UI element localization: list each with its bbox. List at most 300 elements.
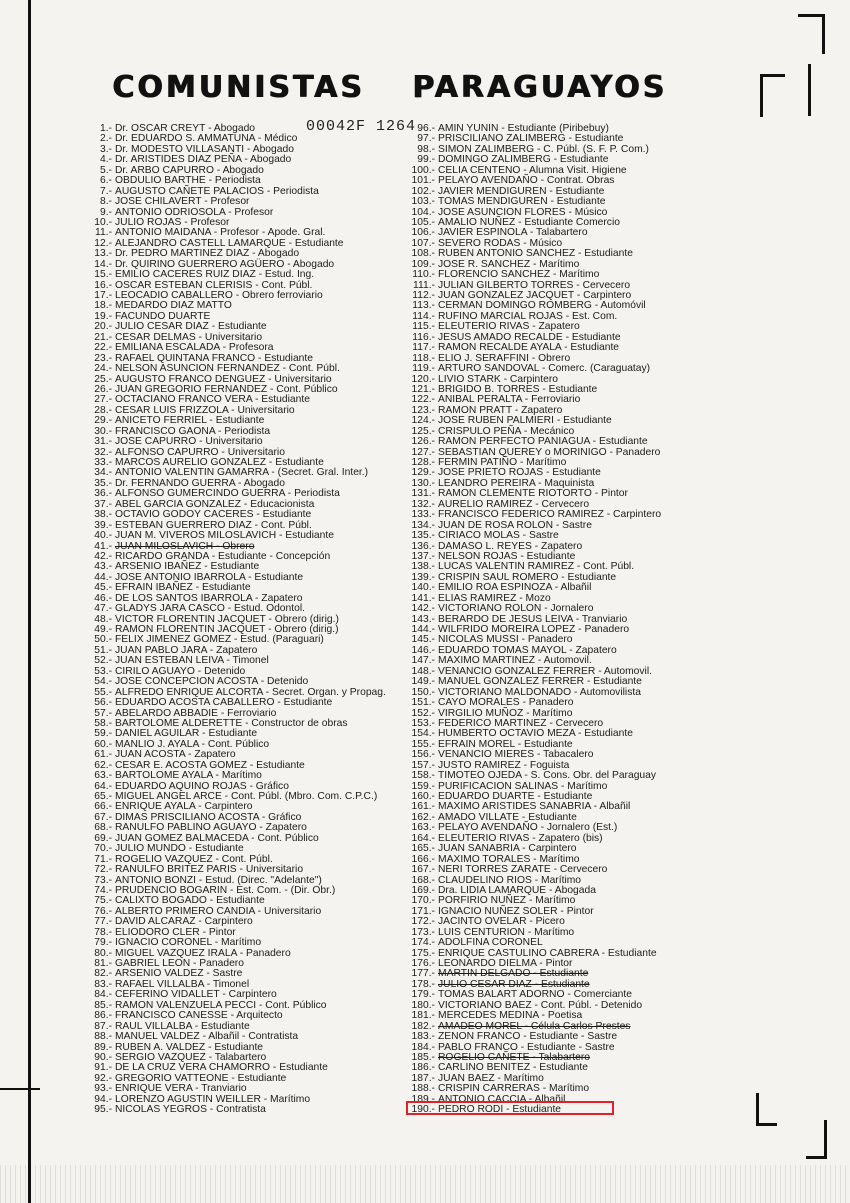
entry-text: AURELIO RAMIREZ - Cervecero (438, 498, 590, 510)
entry-text: ABELARDO ABBADIE - Ferroviario (115, 707, 277, 719)
entry-text: PRUDENCIO BOGARIN - Est. Com. - (Dir. Obr.) (115, 884, 336, 896)
entry-text: JUAN ACOSTA - Zapatero (115, 749, 236, 761)
entry-number: 71.- (94, 853, 112, 865)
entry-number: 99.- (417, 154, 435, 166)
entry-number: 102.- (411, 185, 435, 197)
entry-number: 1.- (99, 123, 112, 134)
entry-number: 123.- (411, 404, 435, 416)
entry-number: 44.- (94, 571, 112, 583)
entry-number: 162.- (411, 811, 435, 823)
registration-mark (806, 1120, 827, 1159)
entry-number: 35.- (94, 477, 112, 489)
entry-number: 129.- (411, 467, 435, 479)
entry-text: RAFAEL VILLALBA - Timonel (115, 978, 250, 990)
entry-number: 86.- (94, 1010, 112, 1022)
entry-number: 120.- (411, 373, 435, 385)
entry-text: RUBEN A. VALDEZ - Estudiante (115, 1041, 264, 1053)
entry-number: 88.- (94, 1031, 112, 1043)
entry-text: ESTEBAN GUERRERO DIAZ - Cont. Públ. (115, 519, 312, 531)
entry-text: CARLINO BENITEZ - Estudiante (438, 1062, 588, 1074)
entry-text: PEDRO RODI - Estudiante (438, 1104, 562, 1116)
entry-text: BARTOLOME ALDERETTE - Constructor de obras (115, 717, 348, 729)
entry-number: 167.- (411, 864, 435, 876)
entry-text: EDUARDO DUARTE - Estudiante (438, 791, 593, 802)
entry-text: MIGUEL VAZQUEZ IRALA - Panadero (115, 947, 291, 959)
entry-text: ARSENIO VALDEZ - Sastre (115, 968, 243, 980)
entry-text: PRISCILIANO ZALIMBERG - Estudiante (438, 133, 624, 145)
entry-text: PABLO FRANCO - Estudiante - Sastre (438, 1041, 615, 1053)
entry-number: 58.- (94, 717, 112, 729)
entry-number: 146.- (411, 644, 435, 656)
scan-bottom-noise (0, 1165, 850, 1203)
entry-text: RAMON PRATT - Zapatero (438, 404, 563, 416)
entry-text: OSCAR ESTEBAN CLERISIS - Cont. Públ. (115, 279, 313, 291)
entry-text: PELAYO AVENDAÑO - Contrat. Obras (438, 175, 615, 187)
entry-text: TIMOTEO OJEDA - S. Cons. Obr. del Paraguay (438, 770, 657, 782)
entry-text: ENRIQUE CASTULINO CABRERA - Estudiante (438, 947, 657, 959)
entry-number: 97.- (417, 133, 435, 145)
entry-number: 157.- (411, 759, 435, 771)
entry-text: CERMAN DOMINGO ROMBERG - Automóvil (438, 300, 646, 312)
entry-text: JULIO MUNDO - Estudiante (115, 843, 244, 855)
entry-number: 95.- (94, 1104, 112, 1116)
entry-text: GLADYS JARA CASCO - Estud. Odontol. (115, 603, 305, 615)
entry-number: 144.- (411, 624, 435, 635)
entry-text: NICOLAS YEGROS - Contratista (115, 1104, 266, 1116)
entry-text: DE LA CRUZ VERA CHAMORRO - Estudiante (115, 1062, 328, 1074)
entry-number: 137.- (411, 550, 435, 562)
entry-text: BRIGIDO B. TORRES - Estudiante (438, 383, 598, 395)
entry-number: 126.- (411, 436, 435, 448)
entry-number: 26.- (94, 383, 112, 395)
entry-number: 169.- (411, 884, 435, 896)
entry-number: 4.- (99, 154, 112, 166)
entry-number: 135.- (411, 530, 435, 542)
entry-number: 89.- (94, 1041, 112, 1053)
entry-number: 39.- (94, 519, 112, 531)
registration-mark (808, 64, 811, 116)
entry-number: 77.- (94, 916, 112, 928)
entry-text: FRANCISCO CANESSE - Arquitecto (115, 1010, 283, 1022)
entry-text: CLAUDELINO RIOS - Marítimo (438, 874, 582, 886)
entry-number: 106.- (411, 227, 435, 239)
entry-number: 111.- (413, 279, 435, 291)
entry-text: JOSE CHILAVERT - Profesor (115, 196, 250, 208)
entry-number: 128.- (411, 457, 435, 468)
entry-text: JESUS AMADO RECALDE - Estudiante (438, 331, 621, 343)
entry-text: EDUARDO ACOSTA CABALLERO - Estudiante (115, 697, 333, 709)
entry-number: 158.- (411, 770, 435, 782)
entry-text: MAXIMO TORALES - Marítimo (438, 853, 580, 865)
entry-text: OBDULIO BARTHE - Periodista (115, 175, 261, 187)
entry-text: JOSE ASUNCION FLORES - Músico (438, 206, 608, 218)
entry-number: 87.- (94, 1020, 112, 1032)
entry-number: 174.- (411, 937, 435, 949)
entry-text: JOSE CONCEPCION ACOSTA - Detenido (115, 676, 309, 688)
entry-text: RANULFO BRITEZ PARIS - Universitario (115, 864, 304, 876)
entry-number: 156.- (411, 749, 435, 761)
entry-number: 65.- (94, 791, 112, 802)
entry-number: 91.- (94, 1062, 112, 1074)
list-item (86, 1105, 416, 1115)
entry-text: LEANDRO PEREIRA - Maquinista (438, 477, 595, 489)
entry-text: FLORENCIO SANCHEZ - Marítimo (438, 269, 600, 281)
entry-text: CESAR E. ACOSTA GOMEZ - Estudiante (115, 759, 305, 771)
entry-text: EMILIO ROA ESPINOZA - Albañil (438, 582, 592, 594)
entry-text: ADOLFINA CORONEL (438, 937, 543, 949)
entry-text: BERARDO DE JESUS LEIVA - Tranviario (438, 613, 628, 625)
entry-number: 138.- (411, 561, 435, 573)
entry-number: 70.- (94, 843, 112, 855)
entry-text: RICARDO GRANDA - Estudiante - Concepción (115, 550, 331, 562)
entry-number: 140.- (411, 582, 435, 594)
document-title: COMUNISTAS PARAGUAYOS (112, 70, 667, 105)
entry-text: LEOCADIO CABALLERO - Obrero ferroviario (115, 290, 323, 301)
entry-text: MAXIMO MARTINEZ - Automovil. (438, 655, 592, 667)
entry-text: VICTORIANO ROLON - Jornalero (438, 603, 594, 615)
entry-number: 76.- (94, 905, 112, 917)
entry-text: JOSE ANTONIO IBARROLA - Estudiante (115, 571, 304, 583)
entry-text: PORFIRIO NUÑEZ - Marítimo (438, 895, 576, 907)
entry-number: 68.- (94, 822, 112, 834)
entry-number: 80.- (94, 947, 112, 959)
entry-text: JUAN M. VIVEROS MILOSLAVICH - Estudiante (115, 530, 334, 542)
entry-text: LUCAS VALENTIN RAMIREZ - Cont. Públ. (438, 561, 635, 573)
entry-number: 110.- (412, 269, 435, 281)
entry-text: SEBASTIAN QUEREY o MORINIGO - Panadero (438, 446, 661, 458)
entry-number: 115.- (412, 321, 435, 333)
entry-text: VICTORIANO BAEZ - Cont. Públ. - Detenido (438, 999, 643, 1011)
entry-text: ANIBAL PERALTA - Ferroviario (438, 394, 581, 406)
entry-number: 177.- (411, 968, 435, 980)
entry-text: NICOLAS MUSSI - Panadero (438, 634, 573, 646)
entry-number: 56.- (94, 697, 112, 709)
registration-mark (760, 74, 785, 117)
entry-text: PELAYO AVENDAÑO - Jornalero (Est.) (438, 822, 618, 834)
entry-text: ENRIQUE VERA - Tranviario (115, 1083, 247, 1095)
entry-number: 16.- (94, 279, 112, 291)
entry-number: 160.- (411, 791, 435, 802)
registration-mark (756, 1093, 777, 1126)
entry-text: Dr. ARBO CAPURRO - Abogado (115, 164, 264, 176)
entry-number: 69.- (94, 832, 112, 844)
entry-number: 49.- (94, 624, 112, 635)
entry-text: RAMON VALENZUELA PECCI - Cont. Público (115, 999, 327, 1011)
entry-number: 104.- (411, 206, 435, 218)
entry-number: 41.- (94, 540, 112, 552)
entry-text: AUGUSTO FRANCO DENGUEZ - Universitario (115, 373, 332, 385)
entry-text: JAVIER ESPINOLA - Talabartero (438, 227, 588, 239)
entry-number: 101.- (411, 175, 435, 187)
entry-text: CRISPIN SAUL ROMERO - Estudiante (438, 571, 617, 583)
entry-text: CRISPIN CARRERAS - Marítimo (438, 1083, 590, 1095)
entry-text: ELIO J. SERAFFINI - Obrero (438, 352, 571, 364)
entry-number: 83.- (94, 978, 112, 990)
entry-text: ALFONSO CAPURRO - Universitario (115, 446, 285, 458)
entry-text: ARTURO SANDOVAL - Comerc. (Caraguatay) (438, 363, 651, 375)
entry-number: 9.- (99, 206, 112, 218)
entry-text: RUFINO MARCIAL ROJAS - Est. Com. (438, 310, 618, 322)
entry-number: 96.- (417, 123, 435, 134)
entry-number: 184.- (411, 1041, 435, 1053)
entry-text: JUAN MILOSLAVICH - Obrero (115, 540, 255, 552)
entry-text: CESAR DELMAS - Universitario (115, 331, 263, 343)
entry-number: 37.- (94, 498, 112, 510)
entry-number: 43.- (94, 561, 112, 573)
entry-text: WILFRIDO MOREIRA LOPEZ - Panadero (438, 624, 630, 635)
entry-text: PURIFICACION SALINAS - Marítimo (438, 780, 608, 792)
entry-number: 148.- (411, 665, 435, 677)
entry-text: DOMINGO ZALIMBERG - Estudiante (438, 154, 609, 166)
entry-text: SERGIO VAZQUEZ - Talabartero (115, 1051, 267, 1063)
entry-number: 100.- (411, 164, 435, 176)
entry-text: CEFERINO VIDALLET - Carpintero (115, 989, 277, 1001)
entry-number: 21.- (94, 331, 112, 343)
right-name-list (410, 124, 710, 1116)
entry-number: 84.- (94, 989, 112, 1001)
entry-text: ANTONIO ODRIOSOLA - Profesor (115, 206, 274, 218)
entry-text: CALIXTO BOGADO - Estudiante (115, 895, 265, 907)
entry-number: 3.- (99, 143, 112, 155)
entry-text: ROGELIO VAZQUEZ - Cont. Públ. (115, 853, 273, 865)
entry-number: 139.- (411, 571, 435, 583)
entry-text: MARTIN DELGADO - Estudiante (438, 968, 589, 980)
entry-text: FACUNDO DUARTE (115, 310, 211, 322)
entry-text: EFRAIN IBAÑEZ - Estudiante (115, 582, 251, 594)
entry-number: 175.- (411, 947, 435, 959)
entry-number: 163.- (411, 822, 435, 834)
entry-text: TOMAS MENDIGUREN - Estudiante (438, 196, 606, 208)
entry-text: JULIAN GILBERTO TORRES - Cervecero (438, 279, 631, 291)
left-name-list (86, 124, 416, 1116)
entry-number: 165.- (411, 843, 435, 855)
entry-number: 53.- (94, 665, 112, 677)
entry-number: 31.- (94, 436, 112, 448)
entry-text: ANTONIO MAIDANA - Profesor - Apode. Gral. (115, 227, 326, 239)
entry-text: MEDARDO DIAZ MATTO (115, 300, 232, 312)
entry-text: JULIO CESAR DIAZ - Estudiante (115, 321, 267, 333)
entry-text: RUBEN ANTONIO SANCHEZ - Estudiante (438, 248, 633, 260)
entry-text: LUIS CENTURION - Marítimo (438, 926, 575, 938)
entry-text: JUAN PABLO JARA - Zapatero (115, 644, 258, 656)
entry-number: 32.- (94, 446, 112, 458)
entry-number: 136.- (411, 540, 435, 552)
entry-number: 61.- (94, 749, 112, 761)
entry-number: 78.- (94, 926, 112, 938)
entry-text: Dr. OSCAR CREYT - Abogado (115, 123, 256, 134)
entry-number: 168.- (411, 874, 435, 886)
entry-number: 15.- (94, 269, 112, 281)
entry-number: 92.- (94, 1072, 112, 1084)
entry-text: ALFONSO GUMERCINDO GUERRA - Periodista (115, 488, 340, 500)
entry-number: 48.- (94, 613, 112, 625)
entry-number: 12.- (94, 237, 112, 249)
entry-number: 166.- (411, 853, 435, 865)
entry-number: 161.- (411, 801, 435, 813)
entry-text: HUMBERTO OCTAVIO MEZA - Estudiante (438, 728, 633, 740)
entry-text: SIMON ZALIMBERG - C. Públ. (S. F. P. Com.) (438, 143, 649, 155)
entry-text: ELEUTERIO RIVAS - Zapatero (bis) (438, 832, 603, 844)
entry-text: AMADEO MOREL - Célula Carlos Prestes (438, 1020, 631, 1032)
entry-number: 46.- (94, 592, 112, 604)
entry-number: 67.- (94, 811, 112, 823)
entry-text: AUGUSTO CAÑETE PALACIOS - Periodista (115, 185, 319, 197)
registration-mark (798, 14, 825, 43)
entry-text: VENANCIO MIERES - Tabacalero (438, 749, 594, 761)
entry-number: 11.- (95, 227, 112, 239)
entry-text: ALEJANDRO CASTELL LAMARQUE - Estudiante (115, 237, 344, 249)
entry-text: Dr. PEDRO MARTINEZ DIAZ - Abogado (115, 248, 300, 260)
entry-text: ABEL GARCIA GONZALEZ - Educacionista (115, 498, 315, 510)
entry-number: 5.- (99, 164, 112, 176)
entry-number: 190.- (411, 1104, 435, 1116)
entry-text: OCTAVIO GODOY CACERES - Estudiante (115, 509, 312, 521)
entry-number: 114.- (412, 310, 435, 322)
entry-number: 30.- (94, 425, 112, 437)
entry-text: MANUEL VALDEZ - Albañil - Contratista (115, 1031, 299, 1043)
entry-text: TOMAS BALART ADORNO - Comerciante (438, 989, 632, 1001)
entry-text: MANUEL GONZALEZ FERRER - Estudiante (438, 676, 642, 688)
entry-text: JOSE RUBEN PALMIERI - Estudiante (438, 415, 612, 427)
entry-number: 55.- (94, 686, 112, 698)
entry-number: 75.- (94, 895, 112, 907)
entry-number: 23.- (94, 352, 112, 364)
entry-text: VENANCIO GONZALEZ FERRER - Automovil. (438, 665, 652, 677)
entry-text: ANTONIO BONZI - Estud. (Direc. "Adelante") (115, 874, 322, 886)
entry-text: RAMON PERFECTO PANIAGUA - Estudiante (438, 436, 648, 448)
entry-number: 25.- (94, 373, 112, 385)
entry-number: 141.- (411, 592, 435, 604)
entry-text: RAMON CLEMENTE RIOTORTO - Pintor (438, 488, 628, 500)
entry-text: FRANCISCO GAONA - Periodista (115, 425, 271, 437)
entry-number: 143.- (411, 613, 435, 625)
entry-number: 17.- (94, 290, 112, 301)
entry-number: 152.- (411, 707, 435, 719)
entry-number: 155.- (411, 738, 435, 750)
entry-text: ROGELIO CAÑETE - Talabartero (438, 1051, 591, 1063)
entry-text: AMALIO NUÑEZ - Estudiante Comercio (438, 216, 620, 228)
entry-text: NERI TORRES ZARATE - Cervecero (438, 864, 608, 876)
entry-number: 36.- (94, 488, 112, 500)
entry-number: 119.- (412, 363, 435, 375)
entry-number: 154.- (411, 728, 435, 740)
entry-text: ENRIQUE AYALA - Carpintero (115, 801, 253, 813)
entry-text: JUSTO RAMIREZ - Foguista (438, 759, 570, 771)
entry-text: Dr. FERNANDO GUERRA - Abogado (115, 477, 285, 489)
entry-number: 50.- (94, 634, 112, 646)
entry-number: 149.- (411, 676, 435, 688)
entry-number: 189.- (411, 1093, 435, 1105)
entry-number: 105.- (411, 216, 435, 228)
entry-text: AMADO VILLATE - Estudiante (438, 811, 577, 823)
entry-text: Dra. LIDIA LAMARQUE - Abogada (438, 884, 596, 896)
entry-number: 64.- (94, 780, 112, 792)
entry-text: ALFREDO ENRIQUE ALCORTA - Secret. Organ. y Propag. (115, 686, 386, 698)
entry-number: 179.- (411, 989, 435, 1001)
entry-number: 82.- (94, 968, 112, 980)
entry-number: 10.- (94, 216, 112, 228)
entry-number: 172.- (411, 916, 435, 928)
entry-text: JUAN ESTEBAN LEIVA - Timonel (115, 655, 269, 667)
entry-number: 127.- (411, 446, 435, 458)
entry-number: 20.- (94, 321, 112, 333)
entry-text: Dr. MODESTO VILLASANTI - Abogado (115, 143, 294, 155)
entry-number: 79.- (94, 937, 112, 949)
entry-number: 54.- (94, 676, 112, 688)
entry-number: 159.- (411, 780, 435, 792)
entry-number: 59.- (94, 728, 112, 740)
entry-number: 187.- (411, 1072, 435, 1084)
entry-text: JOSE PRIETO ROJAS - Estudiante (438, 467, 601, 479)
entry-text: ELIODORO CLER - Pintor (115, 926, 236, 938)
entry-text: AMIN YUNIN - Estudiante (Piribebuy) (438, 123, 609, 134)
entry-text: CIRIACO MOLAS - Sastre (438, 530, 559, 542)
entry-number: 18.- (94, 300, 112, 312)
entry-text: MARCOS AURELIO GONZALEZ - Estudiante (115, 457, 324, 468)
entry-text: ZENON FRANCO - Estudiante - Sastre (438, 1031, 618, 1043)
entry-number: 8.- (99, 196, 112, 208)
entry-number: 186.- (411, 1062, 435, 1074)
entry-number: 62.- (94, 759, 112, 771)
entry-number: 27.- (94, 394, 112, 406)
entry-text: JUAN BAEZ - Marítimo (438, 1072, 544, 1084)
entry-text: Dr. EDUARDO S. AMMATUNA - Médico (115, 133, 298, 145)
entry-text: JUAN GOMEZ BALMACEDA - Cont. Público (115, 832, 319, 844)
entry-number: 74.- (94, 884, 112, 896)
entry-number: 33.- (94, 457, 112, 468)
entry-text: VICTORIANO MALDONADO - Automovilista (438, 686, 641, 698)
entry-number: 122.- (411, 394, 435, 406)
entry-number: 118.- (412, 352, 435, 364)
entry-text: DIMAS PRISCILIANO ACOSTA - Gráfico (115, 811, 302, 823)
entry-text: JULIO CESAR DIAZ - Estudiante (438, 978, 590, 990)
entry-text: IGNACIO NUÑEZ SOLER - Pintor (438, 905, 594, 917)
entry-text: ANTONIO VALENTIN GAMARRA - (Secret. Gral. Inter.) (115, 467, 369, 479)
entry-number: 130.- (411, 477, 435, 489)
entry-text: EDUARDO AQUINO ROJAS - Gráfico (115, 780, 289, 792)
entry-number: 131.- (411, 488, 435, 500)
entry-text: MAXIMO ARISTIDES SANABRIA - Albañil (438, 801, 631, 813)
entry-number: 113.- (412, 300, 435, 312)
entry-number: 116.- (412, 331, 435, 343)
entry-number: 45.- (94, 582, 112, 594)
entry-text: RANULFO PABLINO AGUAYO - Zapatero (115, 822, 307, 834)
entry-text: MANLIO J. AYALA - Cont. Público (115, 738, 270, 750)
entry-number: 40.- (94, 530, 112, 542)
entry-text: FEDERICO MARTINEZ - Cervecero (438, 717, 604, 729)
entry-text: RAMON FLORENTIN JACQUET - Obrero (dirig.) (115, 624, 339, 635)
entry-number: 176.- (411, 958, 435, 969)
entry-text: IGNACIO CORONEL - Marítimo (115, 937, 262, 949)
entry-text: BARTOLOME AYALA - Marítimo (115, 770, 262, 782)
entry-number: 181.- (411, 1010, 435, 1022)
entry-number: 38.- (94, 509, 112, 521)
entry-text: SEVERO RODAS - Músico (438, 237, 563, 249)
entry-text: MIGUEL ANGEL ARCE - Cont. Públ. (Mbro. Com. C.P.C.) (115, 791, 378, 802)
entry-number: 178.- (411, 978, 435, 990)
entry-number: 14.- (94, 258, 112, 270)
entry-text: VICTOR FLORENTIN JACQUET - Obrero (dirig.) (115, 613, 339, 625)
entry-text: RAMON RECALDE AYALA - Estudiante (438, 342, 620, 354)
archive-stamp-number: 00042F 1264 (306, 118, 417, 135)
entry-number: 66.- (94, 801, 112, 813)
entry-number: 151.- (411, 697, 435, 709)
entry-text: DAMASO L. REYES - Zapatero (438, 540, 583, 552)
entry-number: 60.- (94, 738, 112, 750)
entry-text: CIRILO AGUAYO - Detenido (115, 665, 246, 677)
entry-text: ARSENIO IBAÑEZ - Estudiante (115, 561, 260, 573)
entry-text: EFRAIN MOREL - Estudiante (438, 738, 573, 750)
